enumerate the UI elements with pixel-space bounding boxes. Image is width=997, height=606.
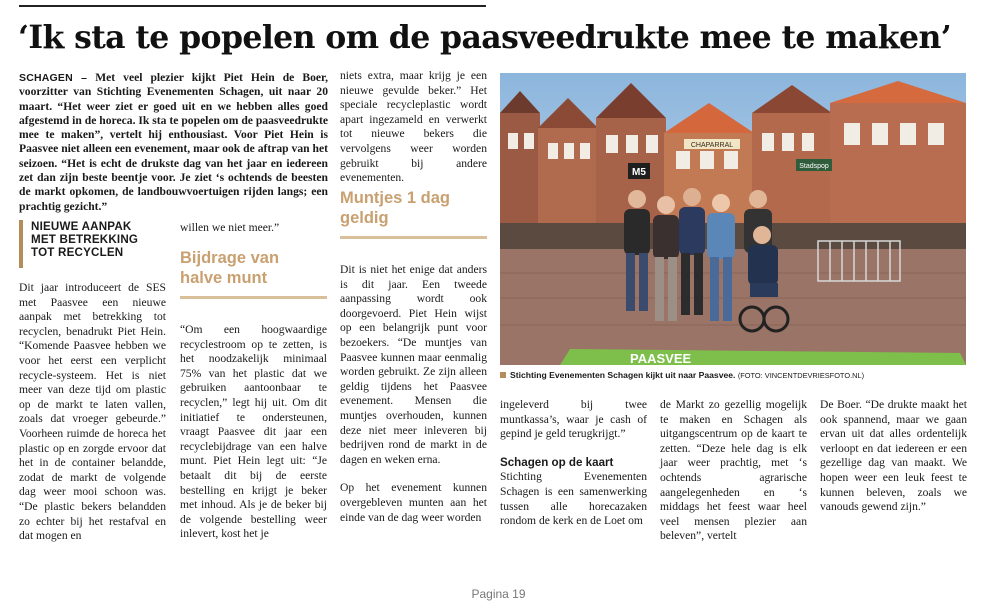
top-rule (19, 5, 486, 7)
sign-m5: M5 (632, 167, 646, 178)
subhead-line: halve munt (180, 269, 268, 287)
body-paragraph: de Markt zo gezellig mogelijk te maken en Schagen als uitgangscentrum op de kaart te zetten. “Deze hele dag is elk jaar weer prachtig, met ‘s ochtends agrarische aangelegenheden en ‘s middags het feest waar heel veel mensen plezier aan beleven”, vertelt (660, 398, 807, 543)
photo-illustration (500, 73, 966, 365)
dateline: SCHAGEN – (19, 72, 88, 84)
body-column-3-top (340, 69, 487, 186)
body-column-2 (180, 323, 327, 542)
article-headline: ‘Ik sta te popelen om de paasveedrukte mee te maken’ (18, 19, 952, 56)
sign-chaparral: CHAPARRAL (690, 142, 734, 149)
body-paragraph: willen we niet meer.” (180, 221, 280, 234)
subhead-line: Muntjes 1 dag (340, 189, 451, 207)
subhead-rule (340, 236, 487, 239)
callout-box (19, 220, 169, 268)
body-column-2-top (180, 221, 327, 236)
caption-text: Stichting Evenementen Schagen kijkt uit naar Paasvee. (510, 370, 736, 380)
body-paragraph: Dit is niet het enige dat anders is dit jaar. Een tweede aanpassing wordt ook doorgevoerd. Piet Hein wijst op een belangrijk punt voor bezoekers. “De muntjes van Paasvee kunnen maar eenmalig worden gebruikt. Ze zijn alleen geldig tijdens het Paasvee evenement. Mensen die muntjes overhouden, kunnen deze niet meer inleveren bij bedrijven rond de markt in de dagen en weken erna. (340, 263, 487, 466)
subhead-schagen: Schagen op de kaart (500, 455, 614, 469)
caption-marker (500, 372, 506, 378)
body-column-3 (340, 263, 487, 525)
subhead-bijdrage (180, 248, 279, 288)
body-paragraph: niets extra, maar krijg je een nieuwe gevulde beker.” Het speciale recycleplastic wordt apart ingezameld en verwerkt tot nieuwe bekers die vervolgens weer worden gebruikt bij andere evenementen. (340, 69, 487, 185)
body-column-5 (660, 398, 807, 544)
body-paragraph: De Boer. “De drukte maakt het ook spannend, maar we gaan ervan uit dat alles ordentelijk verloopt en dat iedereen er een gezellige dag van maakt. We hopen weer een leuk feest te kunnen beleven, zoals we vanouds gewend zijn.” (820, 398, 967, 514)
body-paragraph: “Om een hoogwaardige recyclestroom op te zetten, is het noodzakelijk minimaal 75% van het plastic dat we gebruiken aantoonbaar te recyclen,” legt hij uit. Om dit initiatief te ondersteunen, vraagt Paasvee dit jaar een recyclebijdrage van een halve munt. Piet Hein legt uit: “Je betaalt dit bij de eerste bestelling en krijgt je beker met inhoud. Als je de beker bij de volgende bestelling weer inlevert, kost het je (180, 323, 327, 541)
body-column-1 (19, 281, 166, 544)
body-column-6 (820, 398, 967, 515)
subhead-rule (180, 296, 327, 299)
body-paragraph: Dit jaar introduceert de SES met Paasvee een nieuwe aanpak met betrekking tot recyclen, benadrukt Piet Hein. “Komende Paasvee hebben we voor het eerst een verplicht recycle-systeem. Het is niet meer van deze tijd om plastic op de markt te laten vallen, zoals dat vroeger gebeurde.” Voorheen ruimde de horeca het plastic op en zorgde ervoor dat het in de container belandde, zodat de markt de volgende dag weer mooi schoon was. “De plastic bekers belandden zo echter bij het restafval en dat mogen en (19, 281, 166, 543)
photo-caption (500, 369, 966, 382)
callout-line-2: MET BETREKKING (31, 233, 139, 247)
intro-text: Met veel plezier kijkt Piet Hein de Boer, voorzitter van Stichting Evenementen Schagen, uit naar 20 maart. “Het weer ziet er goed uit en we hebben alles goed afgestemd in de horeca. Ik sta te popelen om de paasveedrukte mee te maken”, vertelt hij enthousiast. Voor Piet Hein is Paasvee niet alleen een evenement, maar ook de aftrap van het seizoen. “Het is echt de drukste dag van het jaar en iedereen zet dan zijn beste beentje voor. Je ziet ‘s ochtends de beesten de markt opkomen, de landbouwvoertuigen rijden langs; een prachtig gezicht.” (19, 71, 328, 213)
callout-line-1: NIEUWE AANPAK (31, 220, 132, 233)
article-photo (500, 73, 966, 365)
subhead-muntjes (340, 188, 450, 228)
banner-paasvee: PAASVEE (630, 351, 692, 365)
callout-line-3: TOT RECYCLEN (31, 246, 124, 260)
body-paragraph: ingeleverd bij twee muntkassa’s, waar je cash of gepind je geld terugkrijgt.” (500, 398, 647, 441)
article-intro (19, 71, 328, 214)
photo-credit: (FOTO: VINCENTDEVRIESFOTO.NL) (737, 371, 865, 380)
body-column-4 (500, 398, 647, 529)
page-number: Pagina 19 (471, 587, 526, 601)
subhead-line: geldig (340, 209, 389, 227)
subhead-line: Bijdrage van (180, 249, 280, 267)
sign-stadspop: Stadspop (799, 163, 829, 170)
body-paragraph: Stichting Evenementen Schagen is een samenwerking tussen alle horecazaken rondom de kerk en de Loet om (500, 470, 647, 528)
body-paragraph: Op het evenement kunnen overgebleven munten aan het einde van de dag weer worden (340, 481, 487, 524)
